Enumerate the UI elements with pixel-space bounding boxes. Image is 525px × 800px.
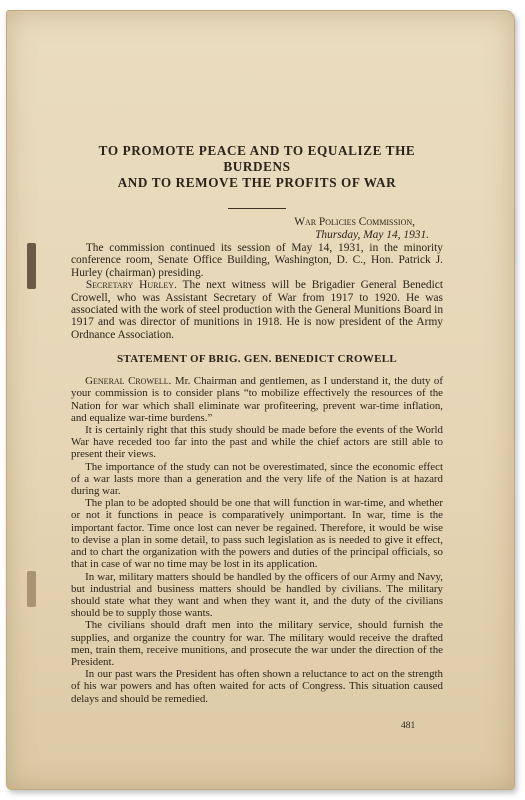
title-line-2: AND TO REMOVE THE PROFITS OF WAR xyxy=(117,175,397,190)
binding-hole xyxy=(27,243,36,289)
document-content xyxy=(71,143,443,705)
commission-name: War Policies Commission, xyxy=(294,216,415,228)
document-title xyxy=(71,143,443,191)
statement-heading: STATEMENT OF BRIG. GEN. BENEDICT CROWELL xyxy=(116,353,398,366)
body-paragraph: The plan to be adopted should be one that will function in war-time, and whether or not it functions in peace is comparatively unimportant. In war, time is the important factor. Time once lost can never be regained. Therefore, it would be wise to devise a plan in some detail, to pass such legislation as is needed to give it effect, and to chart the organization with the powers and duties of the principal officials, so that in case of war no time may be lost in its application. xyxy=(71,497,443,571)
document-page xyxy=(6,10,515,790)
intro-paragraph: The commission continued its session of May 14, 1931, in the minority conference room, Senate Office Building, Washington, D. C., Hon. Patrick J. Hurley (chairman) presiding. xyxy=(71,242,443,279)
body-paragraph: The importance of the study can not be overestimated, since the economic effect of a war lasts more than a generation and the very life of the Nation is at hazard during war. xyxy=(71,460,443,498)
page-number: 481 xyxy=(401,721,416,731)
title-line-1: TO PROMOTE PEACE AND TO EQUALIZE THE BURDENS xyxy=(98,143,416,174)
session-date: Thursday, May 14, 1931. xyxy=(315,229,429,241)
speaker-name: Secretary Hurley. xyxy=(85,279,177,292)
body-paragraph: It is certainly right that this study should be made before the events of the World War have receded too far into the past and while the chief actors are still able to present their views. xyxy=(71,424,443,461)
body-paragraph: In our past wars the President has often shown a reluctance to act on the strength of his war powers and has often waited for acts of Congress. This situation caused delays and should be remedied. xyxy=(71,668,443,705)
crowell-opening-paragraph xyxy=(71,375,443,424)
body-paragraph: The civilians should draft men into the military service, should furnish the supplies, and organize the country for war. The military would receive the drafted men, train them, receive munitions, and prosecute the war under the direction of the President. xyxy=(71,619,443,668)
paragraph-text: The next witness will be Brigadier General Benedict Crowell, who was Assistant Secretary of War from 1917 to 1920. He was associated with the work of steel production with the General Munitions Board in 1917 and was director of munitions in 1918. He is now president of the Army Ordnance Association. xyxy=(71,279,444,341)
paragraph-text: Mr. Chairman and gentlemen, as I understand it, the duty of your commission is to consider plans “to mobilize effectively the resources of the Nation for war which shall eliminate war profiteering, prevent war-time inflation, and equalize war-time burdens.” xyxy=(71,375,443,424)
speaker-name: General Crowell. xyxy=(85,375,172,388)
title-divider xyxy=(228,208,286,209)
binding-tear xyxy=(27,571,36,607)
body-paragraph: In war, military matters should be handled by the officers of our Army and Navy, but industrial and business matters should be handled by civilians. The military should state what they want and when they want it, and the duty of the civilians should be to supply those wants. xyxy=(71,570,443,620)
secretary-paragraph xyxy=(71,279,443,341)
session-header xyxy=(71,216,443,242)
